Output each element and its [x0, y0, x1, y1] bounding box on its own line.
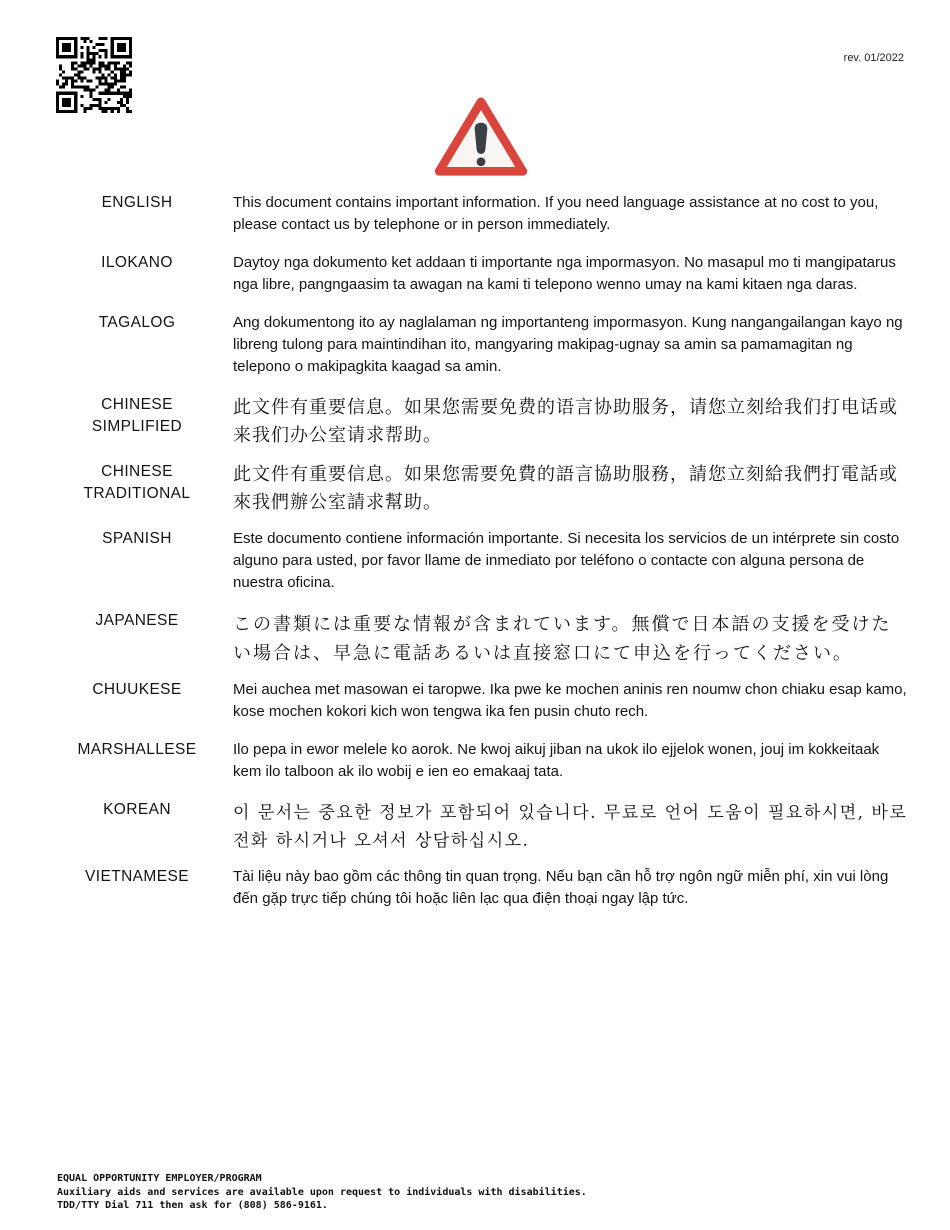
table-row-korean	[58, 799, 908, 855]
language-label: CHUUKESE	[92, 681, 182, 698]
table-row-chinese-traditional	[58, 461, 908, 517]
language-label: ENGLISH	[101, 194, 173, 211]
notice-text: Ang dokumentong ito ay naglalaman ng importanteng impormasyon. Kung nangangailangan kayo ng libreng tulong para maintindihan ito, mangyaring makipag-ugnay sa amin sa pamamagitan ng telepono o makipagkita kaagad sa amin.	[233, 314, 903, 375]
language-label: CHINESE TRADITIONAL	[83, 463, 191, 502]
notice-text: Ilo pepa in ewor melele ko aorok. Ne kwoj aikuj jiban na ukok ilo ejjelok wonen, jouj im kokkeitaak kem ilo talboon ak ilo wobij e ien eo emakaaj tata.	[233, 741, 880, 780]
warning-triangle-icon	[433, 97, 529, 177]
table-row-tagalog	[58, 312, 908, 378]
notice-text: 此文件有重要信息。如果您需要免费的语言协助服务，请您立刻给我们打电话或来我们办公室请求帮助。	[233, 397, 898, 446]
table-row-marshallese	[58, 739, 908, 783]
footer-tdd-tty-line: TDD/TTY Dial 711 then ask for (808) 586-9161.	[57, 1200, 328, 1211]
footer-eeo-line: EQUAL OPPORTUNITY EMPLOYER/PROGRAM	[57, 1173, 262, 1184]
notice-text: この書類には重要な情報が含まれています。無償で日本語の支援を受けたい場合は、早急に電話あるいは直接窓口にて申込を行ってください。	[233, 614, 892, 664]
language-label: ILOKANO	[101, 254, 173, 271]
table-row-chinese-simplified	[58, 394, 908, 450]
table-row-ilokano	[58, 252, 908, 296]
notice-text: Mei auchea met masowan ei taropwe. Ika pwe ke mochen aninis ren noumw chon chiaku esap kamo, kose mochen kokori kich won tengwa ika fen pusin chuto rech.	[233, 681, 907, 720]
language-label: SPANISH	[102, 530, 172, 547]
footer	[57, 1172, 587, 1213]
qr-code-icon	[55, 37, 133, 113]
language-label: TAGALOG	[98, 314, 176, 331]
footer-aux-aids-line: Auxiliary aids and services are available upon request to individuals with disabilities.	[57, 1186, 587, 1198]
table-row-spanish	[58, 528, 908, 594]
notice-text: Daytoy nga dokumento ket addaan ti importante nga impormasyon. No masapul mo ti mangipatarus nga libre, pangngaasim ta awagan na kami ti telepono wenno umay na kami kitaen nga daras.	[233, 254, 896, 293]
language-label: MARSHALLESE	[77, 741, 197, 758]
language-label: CHINESE SIMPLIFIED	[91, 396, 183, 435]
table-row-japanese	[58, 610, 908, 668]
language-table	[58, 192, 908, 926]
table-row-chuukese	[58, 679, 908, 723]
language-label: JAPANESE	[95, 612, 179, 629]
table-row-english	[58, 192, 908, 236]
notice-text: 此文件有重要信息。如果您需要免費的語言協助服務，請您立刻給我們打電話或來我們辦公室請求幫助。	[233, 464, 898, 513]
notice-text: Tài liệu này bao gồm các thông tin quan trọng. Nếu bạn cần hỗ trợ ngôn ngữ miễn phí, xin vui lòng đến gặp trực tiếp chúng tôi hoặc liên lạc qua điện thoại ngay lập tức.	[233, 868, 889, 907]
language-label: KOREAN	[103, 801, 171, 818]
notice-text: Este documento contiene información importante. Si necesita los servicios de un intérprete sin costo alguno para usted, por favor llame de inmediato por teléfono o contacte con alguna persona de nuestra oficina.	[233, 530, 900, 591]
table-row-vietnamese	[58, 866, 908, 910]
notice-text: 이 문서는 중요한 정보가 포함되어 있습니다. 무료로 언어 도움이 필요하시면, 바로 전화 하시거나 오셔서 상담하십시오.	[233, 803, 908, 851]
revision-label: rev. 01/2022	[843, 52, 904, 64]
language-label: VIETNAMESE	[85, 868, 189, 885]
notice-text: This document contains important information. If you need language assistance at no cost to you, please contact us by telephone or in person immediately.	[233, 194, 879, 233]
